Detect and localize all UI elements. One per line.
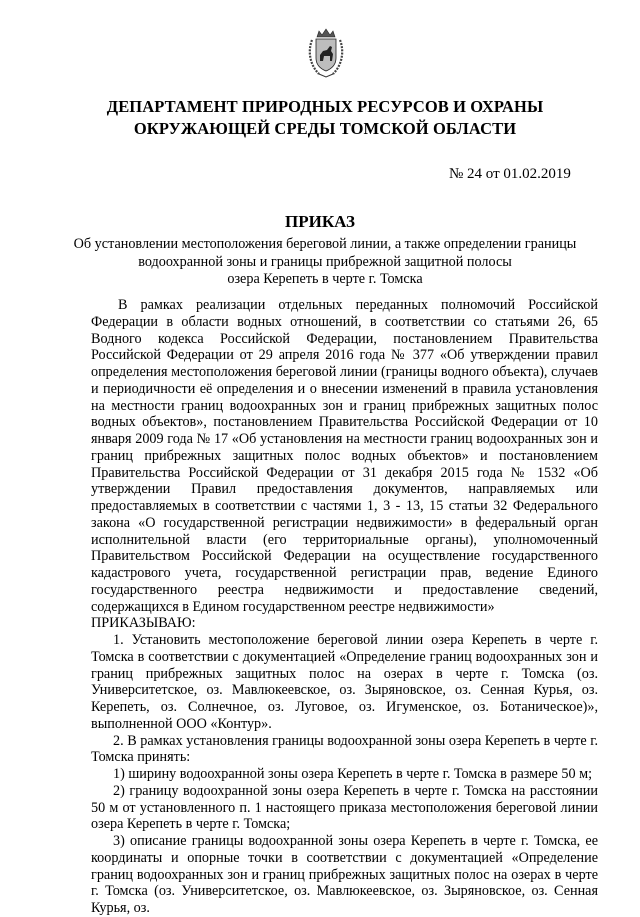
- order-word: ПРИКАЗЫВАЮ:: [91, 615, 196, 632]
- order-item-2: 2. В рамках установления границы водоохранной зоны озера Керепеть в черте г. Томска принять:: [91, 732, 598, 766]
- department-line-1: ДЕПАРТАМЕНТ ПРИРОДНЫХ РЕСУРСОВ И ОХРАНЫ: [106, 97, 544, 116]
- document-type-title: ПРИКАЗ: [285, 212, 355, 231]
- document-body: [91, 297, 598, 917]
- department-name: [80, 96, 570, 140]
- order-item-2-1: 1) ширину водоохранной зоны озера Керепеть в черте г. Томска в размере 50 м;: [113, 766, 593, 782]
- order-item-2-2: 2) границу водоохранной зоны озера Керепеть в черте г. Томска на расстоянии 50 м от установленного п. 1 настоящего приказа местоположения береговой линии озера Керепеть в черте г. Томска;: [91, 782, 598, 833]
- preamble-paragraph: В рамках реализации отдельных переданных полномочий Российской Федерации в области водных отношений, в соответствии со статьями 26, 65 Водного кодекса Российской Федерации, постановлением Правительства Российской Федерации от 29 апреля 2016 года № 377 «Об утверждении правил определения местоположения береговой линии (границы водного объекта), случаев и периодичности её определения и о внесении изменений в правила установления на местности границ водоохранных зон и границ прибрежных защитных полос водных объектов», постановлением Правительства Российской Федерации от 10 января 2009 года № 17 «Об установления на местности границ водоохранных зон и границ прибрежных защитных полос водных объектов» и постановлением Правительства Российской Федерации от 31 декабря 2015 года № 1532 «Об утверждении Правил предоставления документов, направляемых или предоставляемых в соответствии с частями 1, 3 - 13, 15 статьи 32 Федерального закона «О государственной регистрации недвижимости» в федеральный орган исполнительной власти (его территориальные органы), уполномоченный Правительством Российской Федерации на осуществление государственного кадастрового учета, государственной регистрации прав, ведение Единого государственного реестра недвижимости и предоставление сведений, содержащихся в Едином государственном реестре недвижимости»: [91, 297, 598, 615]
- subject-line-3: озера Керепеть в черте г. Томска: [227, 271, 423, 287]
- order-item-1: 1. Установить местоположение береговой линии озера Керепеть в черте г. Томска в соответствии с документацией «Определение границ водоохранных зон и границ прибрежных защитных полос на озерах в черте г. Томска (оз. Университетское, оз. Мавлюкеевское, оз. Зыряновское, оз. Сенная Курья, оз. Керепеть, оз. Солнечное, оз. Луговое, оз. Игуменское, оз. Ботаническое)», выполненной ООО «Контур».: [91, 632, 598, 732]
- subject-line-1: Об установлении местоположения береговой линии, а также определении границы: [73, 236, 577, 252]
- tomsk-coat-of-arms-icon: [306, 28, 346, 78]
- order-number-date: № 24 от 01.02.2019: [449, 166, 571, 182]
- subject-line-2: водоохранной зоны и границы прибрежной защитной полосы: [138, 253, 512, 270]
- department-line-2: ОКРУЖАЮЩЕЙ СРЕДЫ ТОМСКОЙ ОБЛАСТИ: [133, 119, 517, 138]
- order-item-2-3: 3) описание границы водоохранной зоны озера Керепеть в черте г. Томска, ее координаты и опорные точки в соответствии с документацией «Определение границ водоохранных зон и границ прибрежных защитных полос на озерах в черте г. Томска (оз. Университетское, оз. Мавлюкеевское, оз. Зыряновское, оз. Сенная Курья, оз.: [91, 833, 598, 916]
- order-subject: [60, 236, 590, 289]
